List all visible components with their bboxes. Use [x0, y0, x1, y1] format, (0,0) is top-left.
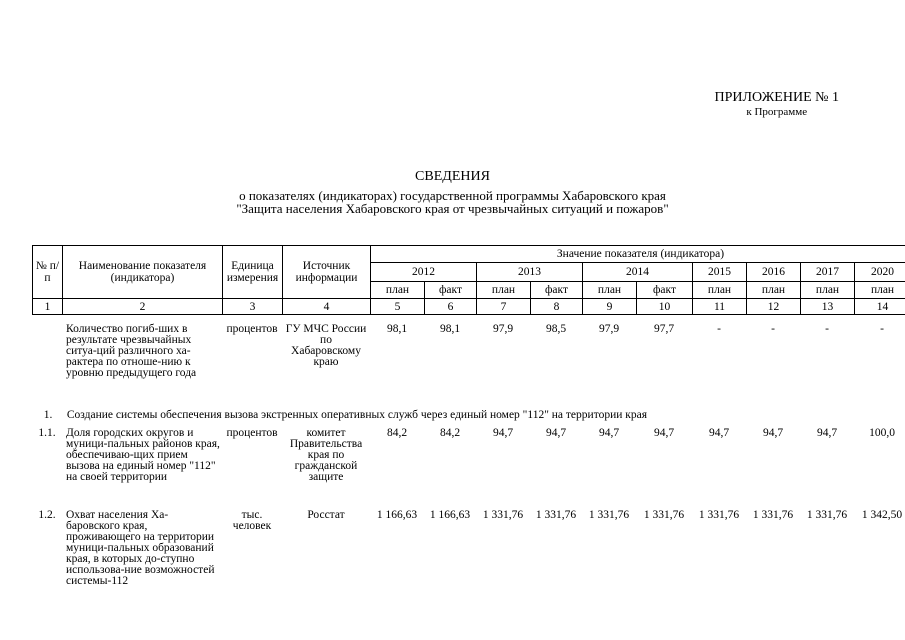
table-row [32, 510, 905, 610]
value-cell: 94,7 [598, 427, 620, 439]
header-year: 2012 [371, 263, 477, 282]
value-cell: 84,2 [386, 427, 408, 439]
column-number: 6 [425, 299, 477, 315]
header-year: 2013 [477, 263, 583, 282]
unit-cell: процентов [226, 427, 278, 439]
value-cell: 1 331,76 [588, 509, 630, 521]
unit-cell: тыс. человек [232, 509, 272, 532]
appendix-block [715, 90, 840, 119]
appendix-subtitle: к Программе [746, 106, 808, 118]
data-row-top [32, 324, 905, 379]
unit-cell: процентов [226, 323, 278, 335]
value-cell: 97,9 [492, 323, 514, 335]
column-number: 13 [801, 299, 855, 315]
header-fact: факт [531, 282, 583, 299]
header-num: № п/п [33, 246, 63, 299]
value-cell: 1 331,76 [806, 509, 848, 521]
value-cell: 1 331,76 [482, 509, 524, 521]
indicators-table-header [32, 245, 905, 315]
value-cell: 94,7 [816, 427, 838, 439]
value-cell: 100,0 [869, 427, 895, 439]
header-name: Наименование показателя (индикатора) [63, 246, 223, 299]
value-cell: 1 342,50 [861, 509, 903, 521]
document-subtitle-line1: о показателях (индикаторах) государственной программы Хабаровского края [239, 188, 666, 203]
document-title: СВЕДЕНИЯ [415, 169, 490, 184]
value-cell: 94,7 [762, 427, 784, 439]
source-cell: комитет Правительства края по гражданской защите [289, 427, 363, 483]
value-cell: 98,1 [386, 323, 408, 335]
column-number: 4 [283, 299, 371, 315]
row-number: 1.1. [38, 427, 56, 439]
value-cell: 1 331,76 [535, 509, 577, 521]
source-cell: Росстат [307, 509, 345, 521]
indicator-name: Количество погиб-ших в результате чрезвычайных ситуа-ций различного ха-рактера по отноше-нию к уровню предыдущего года [66, 323, 197, 379]
header-year: 2020 [855, 263, 905, 282]
value-cell: 94,7 [653, 427, 675, 439]
document-subtitle-line2: "Защита населения Хабаровского края от чрезвычайных ситуаций и пожаров" [236, 201, 669, 216]
value-cell: - [771, 323, 775, 335]
value-cell: - [825, 323, 829, 335]
header-fact: факт [637, 282, 693, 299]
value-cell: 94,7 [708, 427, 730, 439]
document-heading [0, 169, 905, 215]
source-cell: ГУ МЧС России по Хабаровскому краю [285, 323, 367, 368]
header-plan: план [371, 282, 425, 299]
header-value-group: Значение показателя (индикатора) [371, 246, 905, 263]
value-cell: 1 331,76 [643, 509, 685, 521]
value-cell: 1 331,76 [698, 509, 740, 521]
indicator-name: Охват населения Ха-баровского края, проживающего на территории муници-пальных образований края, в которых до-ступно использова-ние возможностей системы-112 [66, 509, 215, 587]
value-cell: 97,7 [653, 323, 675, 335]
column-number: 8 [531, 299, 583, 315]
value-cell: 1 166,63 [429, 509, 471, 521]
header-fact: факт [425, 282, 477, 299]
value-cell: 94,7 [492, 427, 514, 439]
value-cell: 84,2 [439, 427, 461, 439]
row-number [32, 324, 62, 379]
header-plan: план [693, 282, 747, 299]
column-number: 3 [223, 299, 283, 315]
header-plan: план [747, 282, 801, 299]
column-number: 5 [371, 299, 425, 315]
value-cell: 1 166,63 [376, 509, 418, 521]
value-cell: 1 331,76 [752, 509, 794, 521]
column-number: 7 [477, 299, 531, 315]
appendix-title: ПРИЛОЖЕНИЕ № 1 [714, 90, 839, 105]
header-plan: план [583, 282, 637, 299]
value-cell: 98,1 [439, 323, 461, 335]
header-unit: Единица измерения [223, 246, 283, 299]
column-numbers-row [33, 299, 905, 315]
section-number: 1. [43, 409, 53, 421]
header-year: 2016 [747, 263, 801, 282]
value-cell: - [717, 323, 721, 335]
row-number: 1.2. [38, 509, 56, 521]
header-plan: план [477, 282, 531, 299]
value-cell: 98,5 [545, 323, 567, 335]
column-number: 1 [33, 299, 63, 315]
column-number: 12 [747, 299, 801, 315]
column-number: 2 [63, 299, 223, 315]
table-row [32, 324, 905, 379]
header-plan: план [855, 282, 905, 299]
value-cell: - [880, 323, 884, 335]
header-year: 2014 [583, 263, 693, 282]
section-title: Создание системы обеспечения вызова экстренных оперативных служб через единый номер "112" на территории края [66, 409, 647, 421]
header-source: Источник информации [283, 246, 371, 299]
column-number: 11 [693, 299, 747, 315]
header-plan: план [801, 282, 855, 299]
value-cell: 97,9 [598, 323, 620, 335]
column-number: 14 [855, 299, 905, 315]
header-year: 2015 [693, 263, 747, 282]
section-row [32, 409, 875, 421]
header-year: 2017 [801, 263, 855, 282]
indicator-name: Доля городских округов и муници-пальных районов края, обеспечиваю-щих прием вызова на единый номер "112" на своей территории [66, 427, 220, 483]
column-number: 9 [583, 299, 637, 315]
value-cell: 94,7 [545, 427, 567, 439]
table-row [32, 428, 905, 510]
section-rows [32, 428, 905, 610]
column-number: 10 [637, 299, 693, 315]
